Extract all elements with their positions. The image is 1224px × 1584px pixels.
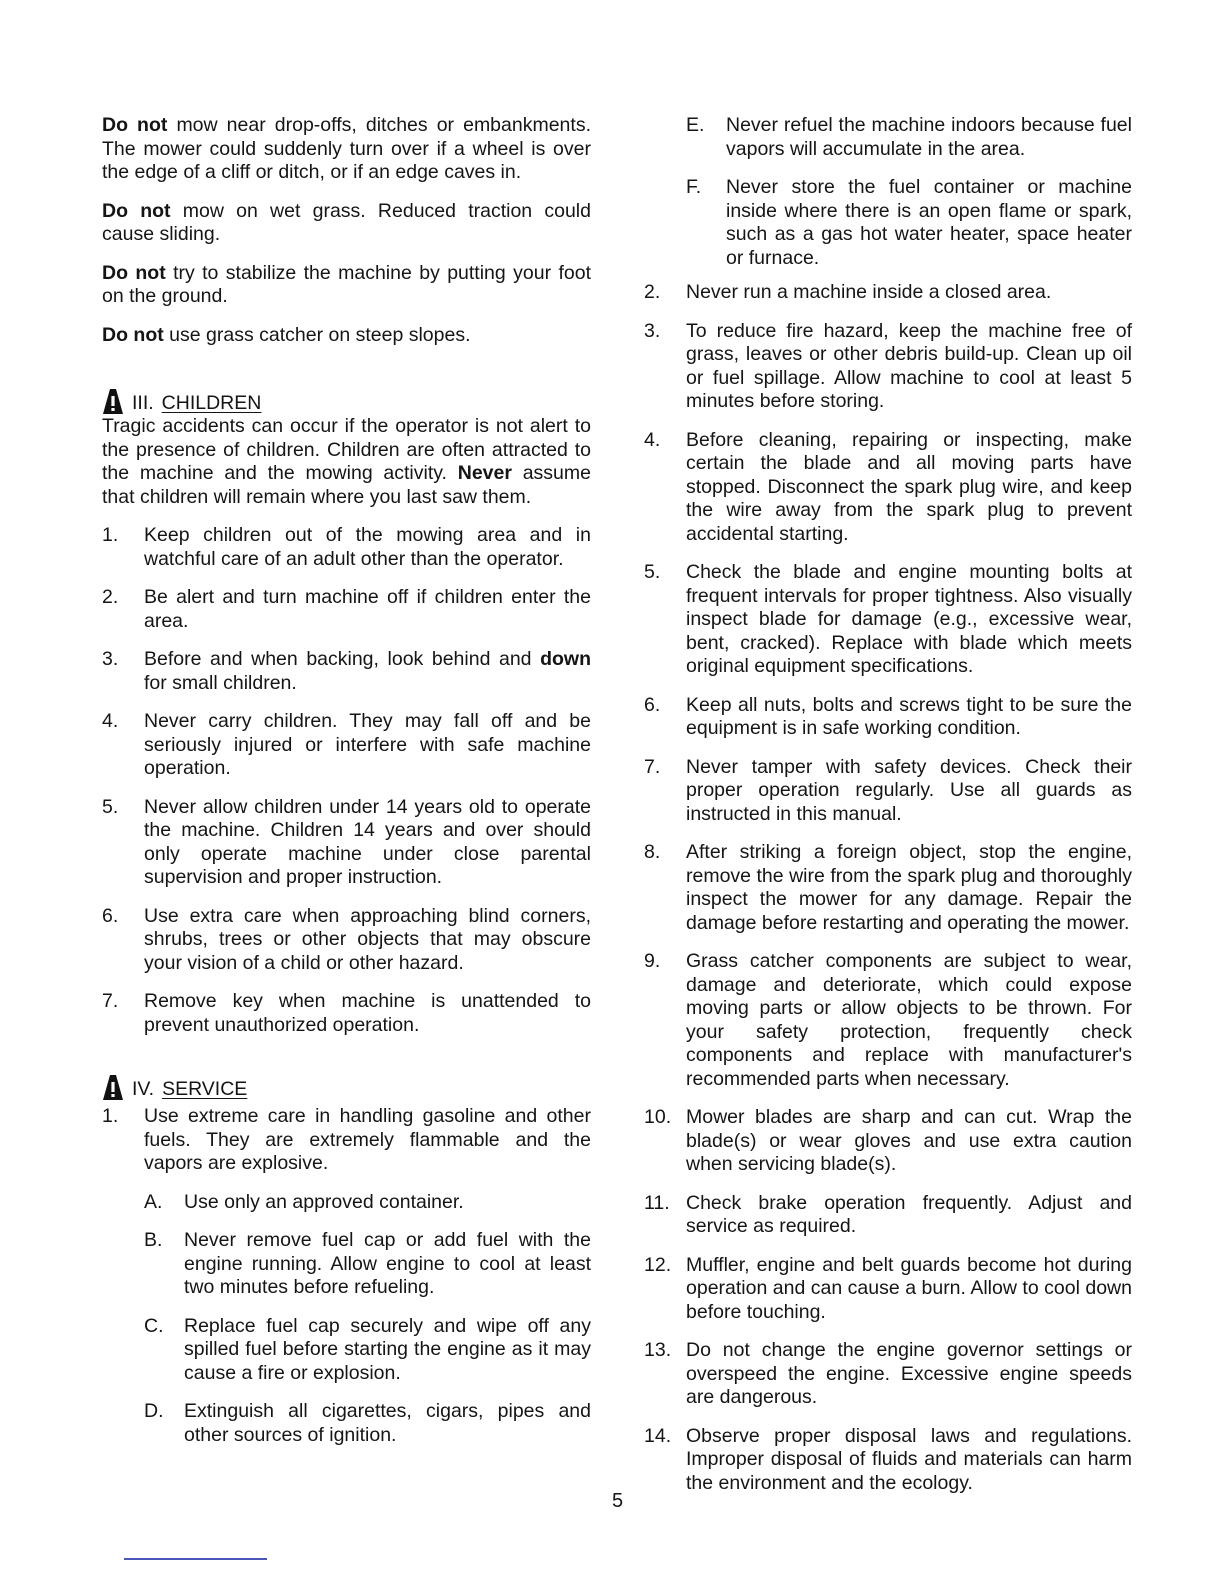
list-item: 11. Check brake operation frequently. Adjust and service as required. bbox=[644, 1191, 1132, 1237]
warning-icon bbox=[102, 1073, 124, 1101]
list-item: 10. Mower blades are sharp and can cut. Wrap the blade(s) or wear gloves and use extra caution when servicing blade(s). bbox=[644, 1106, 1132, 1175]
intro-paragraph: Do not use grass catcher on steep slopes. bbox=[102, 323, 471, 346]
list-item: 1. Use extreme care in handling gasoline and other fuels. They are extremely flammable and the vapors are explosive. A. Use only an approved container. B. Never remove fuel cap or add fuel with the engine running. Allow engine to cool at least two minutes before refueling. C. Replace fuel cap securely and wipe off any spilled fuel before starting the engine as it may cause a fire or explosion. D. Extinguish all cigarettes, cigars, pipes and other sources of ignition. bbox=[102, 1105, 591, 1446]
left-column bbox=[102, 114, 591, 1447]
list-item: 4. Before cleaning, repairing or inspecting, make certain the blade and all moving parts have stopped. Disconnect the spark plug wire, and keep the wire away from the spark plug to prevent accidental starting. bbox=[644, 428, 1132, 545]
warning-icon bbox=[102, 387, 124, 415]
sub-list bbox=[686, 114, 1132, 270]
section-heading-service bbox=[102, 1071, 591, 1101]
list-item: 9. Grass catcher components are subject to wear, damage and deteriorate, which could expose moving parts or allow objects to be thrown. For your safety protection, frequently check components and replace with manufacturer's recommended parts when necessary. bbox=[644, 950, 1132, 1090]
section-intro: Tragic accidents can occur if the operator is not alert to the presence of children. Children are often attracted to the machine and the mowing activity. Never assume that children will remain where you last saw them. bbox=[102, 415, 591, 508]
list-item: 12. Muffler, engine and belt guards become hot during operation and can cause a burn. Allow to cool down before touching. bbox=[644, 1253, 1132, 1323]
section-heading-children bbox=[102, 385, 591, 415]
section-number: IV. bbox=[132, 1077, 155, 1100]
section-title: SERVICE bbox=[162, 1077, 248, 1100]
list-item: 5. Check the blade and engine mounting bolts at frequent intervals for proper tightness. Also visually inspect blade for damage (e.g., excessive wear, bent, cracked). Replace with blade which meets original equipment specifications. bbox=[644, 561, 1132, 677]
list-item: 14. Observe proper disposal laws and regulations. Improper disposal of fluids and materials can harm the environment and the ecology. bbox=[644, 1424, 1132, 1494]
sub-list-item: C. Replace fuel cap securely and wipe off any spilled fuel before starting the engine as it may cause a fire or explosion. bbox=[144, 1314, 591, 1384]
intro-paragraph: Do not mow on wet grass. Reduced traction could cause sliding. bbox=[102, 199, 591, 245]
list-item: 2. Be alert and turn machine off if children enter the area. bbox=[102, 586, 591, 632]
list-item: 6. Keep all nuts, bolts and screws tight to be sure the equipment is in safe working condition. bbox=[644, 693, 1132, 739]
intro-paragraph: Do not try to stabilize the machine by putting your foot on the ground. bbox=[102, 261, 591, 307]
section-title: CHILDREN bbox=[161, 391, 262, 414]
list-item: 7. Remove key when machine is unattended to prevent unauthorized operation. bbox=[102, 990, 591, 1036]
sub-list-item: E. Never refuel the machine indoors because fuel vapors will accumulate in the area. bbox=[686, 114, 1132, 160]
sub-list-item: F. Never store the fuel container or machine inside where there is an open flame or spark, such as a gas hot water heater, space heater or furnace. bbox=[686, 176, 1132, 269]
list-item: 7. Never tamper with safety devices. Check their proper operation regularly. Use all guards as instructed in this manual. bbox=[644, 755, 1132, 825]
list-item: 8. After striking a foreign object, stop the engine, remove the wire from the spark plug and thoroughly inspect the mower for any damage. Repair the damage before restarting and operating the mower. bbox=[644, 841, 1132, 934]
sub-list-item: D. Extinguish all cigarettes, cigars, pipes and other sources of ignition. bbox=[144, 1400, 591, 1446]
list-item: 3. Before and when backing, look behind and down for small children. bbox=[102, 648, 591, 694]
sub-list-item: A. Use only an approved container. bbox=[144, 1190, 464, 1213]
list-item: 6. Use extra care when approaching blind corners, shrubs, trees or other objects that may obscure your vision of a child or other hazard. bbox=[102, 904, 591, 974]
right-column bbox=[644, 114, 1132, 1495]
list-item: 5. Never allow children under 14 years old to operate the machine. Children 14 years and over should only operate machine under close parental supervision and proper instruction. bbox=[102, 795, 591, 888]
footer-divider bbox=[124, 1558, 267, 1560]
sub-list-item: B. Never remove fuel cap or add fuel with the engine running. Allow engine to cool at least two minutes before refueling. bbox=[144, 1229, 591, 1298]
list-item: 3. To reduce fire hazard, keep the machine free of grass, leaves or other debris build-up. Clean up oil or fuel spillage. Allow machine to cool at least 5 minutes before storing. bbox=[644, 319, 1132, 412]
list-item: 4. Never carry children. They may fall off and be seriously injured or interfere with safe machine operation. bbox=[102, 710, 591, 779]
section-number: III. bbox=[132, 391, 154, 414]
page-number: 5 bbox=[612, 1490, 624, 1512]
sub-list bbox=[144, 1191, 591, 1448]
intro-paragraph: Do not mow near drop-offs, ditches or embankments. The mower could suddenly turn over if a wheel is over the edge of a cliff or ditch, or if an edge caves in. bbox=[102, 114, 591, 183]
list-item: 2. Never run a machine inside a closed area. bbox=[644, 281, 1052, 303]
list-item: 1. Keep children out of the mowing area and in watchful care of an adult other than the operator. bbox=[102, 524, 591, 570]
list-item: 13. Do not change the engine governor settings or overspeed the engine. Excessive engine speeds are dangerous. bbox=[644, 1339, 1132, 1408]
